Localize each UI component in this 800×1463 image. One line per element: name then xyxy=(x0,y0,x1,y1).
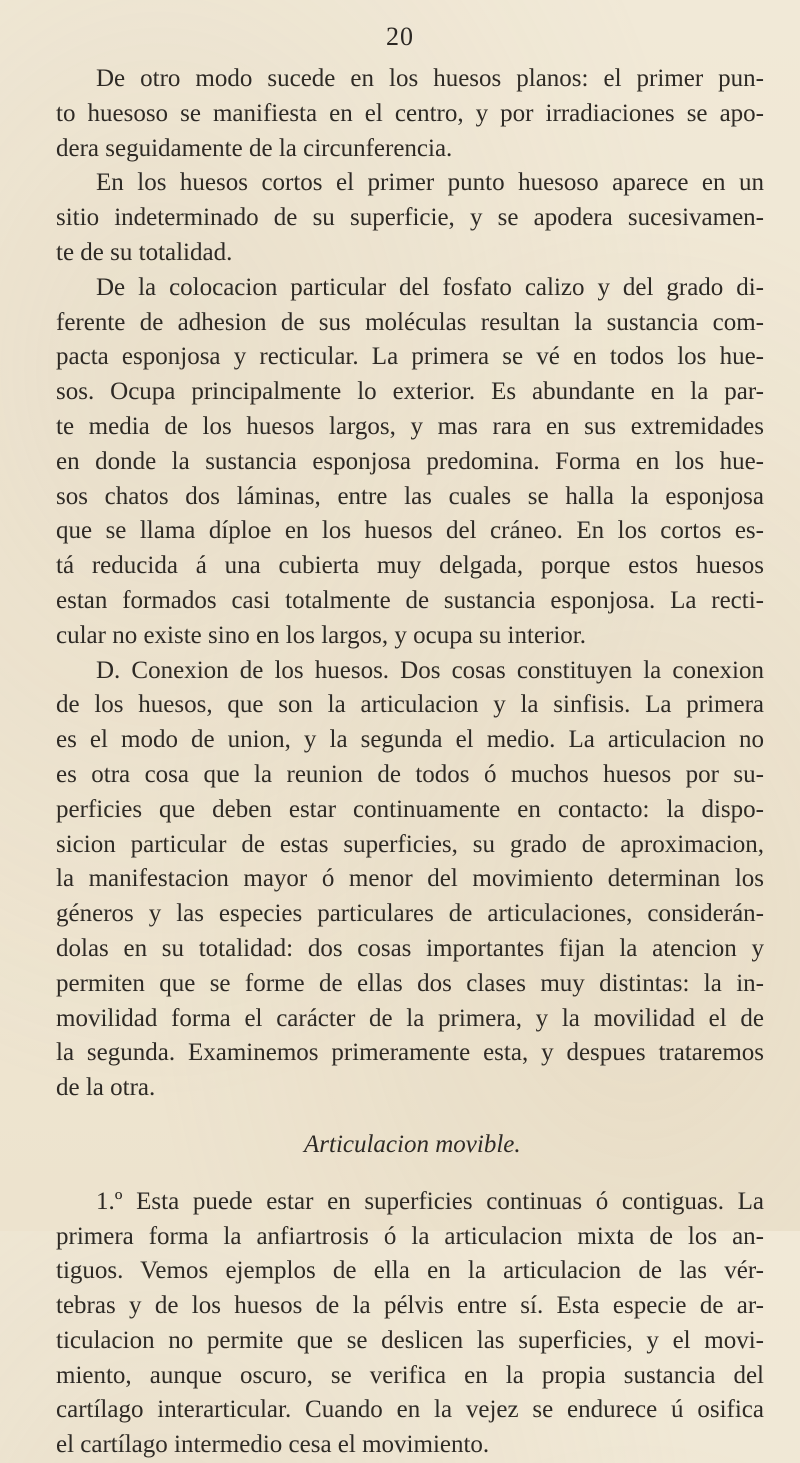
text-line: la manifestacion mayor ó menor del movimiento determinan los xyxy=(56,865,764,893)
text-line: el cartílago intermedio cesa el movimiento. xyxy=(56,1431,490,1459)
section-heading: Articulacion movible. xyxy=(304,1130,521,1158)
paragraph-conexion-huesos xyxy=(56,654,764,1106)
text-line: la segunda. Examinemos primeramente esta, y despues trataremos xyxy=(56,1039,764,1067)
text-line: dera seguidamente de la circunferencia. xyxy=(56,134,453,162)
text-line: sos. Ocupa principalmente lo exterior. Es abundante en la par- xyxy=(56,378,764,406)
text-line: cular no existe sino en los largos, y ocupa su interior. xyxy=(56,621,586,649)
text-line: es otra cosa que la reunion de todos ó muchos huesos por su- xyxy=(56,760,764,788)
text-line: sos chatos dos láminas, entre las cuales se halla la esponjosa xyxy=(56,482,764,510)
text-line: te media de los huesos largos, y mas rara en sus extremidades xyxy=(56,412,764,440)
section-spacer xyxy=(56,1163,764,1185)
text-line: perficies que deben estar continuamente en contacto: la dispo- xyxy=(56,795,764,823)
text-line: de los huesos, que son la articulacion y la sinfisis. La primera xyxy=(56,691,764,719)
text-line: primera forma la anfiartrosis ó la articulacion mixta de los an- xyxy=(56,1222,764,1250)
text-line: to huesoso se manifiesta en el centro, y por irradiaciones se apo- xyxy=(56,99,764,127)
text-line: 1.º Esta puede estar en superficies continuas ó contiguas. La xyxy=(96,1187,764,1215)
text-line: tiguos. Vemos ejemplos de ella en la articulacion de las vér- xyxy=(56,1257,764,1285)
section-spacer xyxy=(56,1106,764,1128)
paragraph-articulacion-movible xyxy=(56,1185,764,1463)
text-line: géneros y las especies particulares de articulaciones, considerán- xyxy=(56,900,764,928)
text-line: De la colocacion particular del fosfato calizo y del grado di- xyxy=(96,273,764,301)
text-line: que se llama díploe en los huesos del cráneo. En los cortos es- xyxy=(56,517,764,545)
text-line: estan formados casi totalmente de sustancia esponjosa. La recti- xyxy=(56,586,764,614)
text-line: pacta esponjosa y recticular. La primera se vé en todos los hue- xyxy=(56,343,764,371)
paragraph-huesos-cortos xyxy=(56,166,764,270)
text-line: ticulacion no permite que se deslicen las superficies, y el movi- xyxy=(56,1326,764,1354)
page-number: 20 xyxy=(386,22,414,51)
text-line: de la otra. xyxy=(56,1074,156,1102)
text-line: cartílago interarticular. Cuando en la vejez se endurece ú osifica xyxy=(56,1396,764,1424)
text-line: te de su totalidad. xyxy=(56,238,233,266)
text-line: sitio indeterminado de su superficie, y se apodera sucesivamen- xyxy=(56,204,764,232)
text-line: movilidad forma el carácter de la primera, y la movilidad el de xyxy=(56,1004,764,1032)
page-body xyxy=(56,62,764,1463)
paragraph-fosfato-calizo xyxy=(56,271,764,654)
text-line: es el modo de union, y la segunda el medio. La articulacion no xyxy=(56,726,764,754)
text-line: De otro modo sucede en los huesos planos: el primer pun- xyxy=(96,65,764,92)
text-line: permiten que se forme de ellas dos clases muy distintas: la in- xyxy=(56,969,764,997)
paragraph-huesos-planos xyxy=(56,62,764,166)
text-line: miento, aunque oscuro, se verifica en la propia sustancia del xyxy=(56,1361,764,1389)
text-line: ferente de adhesion de sus moléculas resultan la sustancia com- xyxy=(56,308,764,336)
text-line: en donde la sustancia esponjosa predomina. Forma en los hue- xyxy=(56,447,764,475)
text-line: D. Conexion de los huesos. Dos cosas constituyen la conexion xyxy=(96,656,764,684)
text-line: En los huesos cortos el primer punto huesoso aparece en un xyxy=(96,169,764,197)
text-line: dolas en su totalidad: dos cosas importantes fijan la atencion y xyxy=(56,934,764,962)
text-line: tá reducida á una cubierta muy delgada, porque estos huesos xyxy=(56,552,764,580)
text-line: tebras y de los huesos de la pélvis entre sí. Esta especie de ar- xyxy=(56,1292,764,1320)
text-line: sicion particular de estas superficies, su grado de aproximacion, xyxy=(56,830,764,858)
